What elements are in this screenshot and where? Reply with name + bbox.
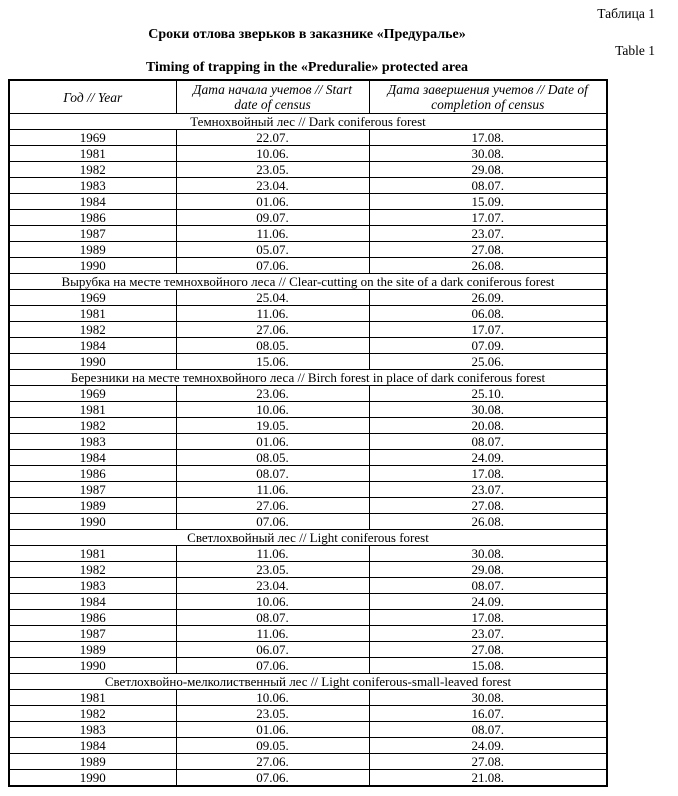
year-cell: 1984 bbox=[9, 450, 176, 466]
year-cell: 1983 bbox=[9, 722, 176, 738]
section-header: Вырубка на месте темнохвойного леса // Clear-cutting on the site of a dark coniferous forest bbox=[9, 274, 607, 290]
table-row bbox=[9, 754, 607, 770]
year-cell: 1969 bbox=[9, 386, 176, 402]
year-cell: 1982 bbox=[9, 562, 176, 578]
end-date-cell: 17.07. bbox=[369, 322, 607, 338]
table-row bbox=[9, 482, 607, 498]
year-cell: 1989 bbox=[9, 242, 176, 258]
start-date-cell: 23.05. bbox=[176, 706, 369, 722]
table-row bbox=[9, 738, 607, 754]
end-date-cell: 08.07. bbox=[369, 434, 607, 450]
start-date-cell: 27.06. bbox=[176, 322, 369, 338]
start-date-cell: 10.06. bbox=[176, 402, 369, 418]
end-date-cell: 27.08. bbox=[369, 642, 607, 658]
table-row bbox=[9, 770, 607, 787]
end-date-cell: 30.08. bbox=[369, 146, 607, 162]
start-date-cell: 23.04. bbox=[176, 578, 369, 594]
table-row bbox=[9, 722, 607, 738]
table-row bbox=[9, 642, 607, 658]
table-row bbox=[9, 610, 607, 626]
table-header bbox=[9, 80, 607, 114]
table-row bbox=[9, 178, 607, 194]
year-cell: 1982 bbox=[9, 322, 176, 338]
section-header-row bbox=[9, 114, 607, 130]
year-cell: 1981 bbox=[9, 402, 176, 418]
end-date-cell: 26.08. bbox=[369, 258, 607, 274]
year-cell: 1986 bbox=[9, 210, 176, 226]
start-date-cell: 08.07. bbox=[176, 610, 369, 626]
end-date-cell: 27.08. bbox=[369, 242, 607, 258]
table-row bbox=[9, 354, 607, 370]
table-row bbox=[9, 306, 607, 322]
start-date-cell: 23.06. bbox=[176, 386, 369, 402]
start-date-cell: 27.06. bbox=[176, 498, 369, 514]
start-date-cell: 10.06. bbox=[176, 594, 369, 610]
start-date-cell: 07.06. bbox=[176, 770, 369, 787]
table-row bbox=[9, 562, 607, 578]
start-date-cell: 23.05. bbox=[176, 562, 369, 578]
section-header-row bbox=[9, 370, 607, 386]
end-date-cell: 17.08. bbox=[369, 130, 607, 146]
year-cell: 1990 bbox=[9, 770, 176, 787]
table-row bbox=[9, 194, 607, 210]
end-date-cell: 30.08. bbox=[369, 690, 607, 706]
year-cell: 1990 bbox=[9, 658, 176, 674]
end-date-cell: 17.08. bbox=[369, 466, 607, 482]
start-date-cell: 23.05. bbox=[176, 162, 369, 178]
end-date-cell: 06.08. bbox=[369, 306, 607, 322]
end-date-cell: 08.07. bbox=[369, 722, 607, 738]
end-date-cell: 21.08. bbox=[369, 770, 607, 787]
section-header-row bbox=[9, 674, 607, 690]
section-header: Светлохвойно-мелколиственный лес // Light coniferous-small-leaved forest bbox=[9, 674, 607, 690]
start-date-cell: 01.06. bbox=[176, 434, 369, 450]
year-cell: 1984 bbox=[9, 738, 176, 754]
start-date-cell: 08.07. bbox=[176, 466, 369, 482]
table-row bbox=[9, 402, 607, 418]
section-header: Темнохвойный лес // Dark coniferous forest bbox=[9, 114, 607, 130]
section-header: Светлохвойный лес // Light coniferous forest bbox=[9, 530, 607, 546]
end-date-cell: 30.08. bbox=[369, 546, 607, 562]
start-date-cell: 07.06. bbox=[176, 658, 369, 674]
end-date-cell: 08.07. bbox=[369, 178, 607, 194]
end-date-cell: 24.09. bbox=[369, 450, 607, 466]
end-date-cell: 23.07. bbox=[369, 226, 607, 242]
end-date-cell: 25.06. bbox=[369, 354, 607, 370]
section-header-row bbox=[9, 274, 607, 290]
table-row bbox=[9, 322, 607, 338]
end-date-cell: 17.07. bbox=[369, 210, 607, 226]
end-date-cell: 23.07. bbox=[369, 482, 607, 498]
start-date-cell: 01.06. bbox=[176, 722, 369, 738]
year-cell: 1984 bbox=[9, 194, 176, 210]
start-date-cell: 10.06. bbox=[176, 146, 369, 162]
start-date-cell: 19.05. bbox=[176, 418, 369, 434]
start-date-cell: 11.06. bbox=[176, 306, 369, 322]
table-row bbox=[9, 162, 607, 178]
year-cell: 1986 bbox=[9, 466, 176, 482]
table-row bbox=[9, 242, 607, 258]
year-cell: 1990 bbox=[9, 258, 176, 274]
end-date-cell: 20.08. bbox=[369, 418, 607, 434]
end-date-cell: 07.09. bbox=[369, 338, 607, 354]
end-date-cell: 24.09. bbox=[369, 738, 607, 754]
end-date-cell: 08.07. bbox=[369, 578, 607, 594]
table-row bbox=[9, 498, 607, 514]
table-row bbox=[9, 626, 607, 642]
trapping-timing-table bbox=[8, 79, 608, 787]
year-cell: 1982 bbox=[9, 162, 176, 178]
year-cell: 1982 bbox=[9, 706, 176, 722]
table-row bbox=[9, 418, 607, 434]
table-row bbox=[9, 658, 607, 674]
table-body bbox=[9, 114, 607, 787]
start-date-cell: 11.06. bbox=[176, 482, 369, 498]
year-cell: 1989 bbox=[9, 642, 176, 658]
table-row bbox=[9, 434, 607, 450]
end-date-cell: 15.09. bbox=[369, 194, 607, 210]
start-date-cell: 08.05. bbox=[176, 450, 369, 466]
column-header-start-date: Дата начала учетов // Start date of census bbox=[176, 80, 369, 114]
table-row bbox=[9, 210, 607, 226]
end-date-cell: 24.09. bbox=[369, 594, 607, 610]
start-date-cell: 09.05. bbox=[176, 738, 369, 754]
start-date-cell: 11.06. bbox=[176, 226, 369, 242]
table-row bbox=[9, 514, 607, 530]
header-row bbox=[9, 80, 607, 114]
section-header-row bbox=[9, 530, 607, 546]
start-date-cell: 25.04. bbox=[176, 290, 369, 306]
end-date-cell: 26.08. bbox=[369, 514, 607, 530]
table-row bbox=[9, 258, 607, 274]
table-row bbox=[9, 450, 607, 466]
year-cell: 1990 bbox=[9, 354, 176, 370]
year-cell: 1969 bbox=[9, 290, 176, 306]
column-header-completion-date: Дата завершения учетов // Date of completion of census bbox=[369, 80, 607, 114]
table-row bbox=[9, 130, 607, 146]
start-date-cell: 11.06. bbox=[176, 626, 369, 642]
end-date-cell: 15.08. bbox=[369, 658, 607, 674]
table-row bbox=[9, 578, 607, 594]
year-cell: 1981 bbox=[9, 546, 176, 562]
end-date-cell: 27.08. bbox=[369, 498, 607, 514]
end-date-cell: 29.08. bbox=[369, 562, 607, 578]
start-date-cell: 27.06. bbox=[176, 754, 369, 770]
table-row bbox=[9, 466, 607, 482]
end-date-cell: 16.07. bbox=[369, 706, 607, 722]
table-row bbox=[9, 146, 607, 162]
end-date-cell: 25.10. bbox=[369, 386, 607, 402]
document-title-en: Timing of trapping in the «Preduralie» protected area bbox=[145, 60, 469, 75]
table-row bbox=[9, 226, 607, 242]
year-cell: 1987 bbox=[9, 626, 176, 642]
year-cell: 1984 bbox=[9, 594, 176, 610]
start-date-cell: 06.07. bbox=[176, 642, 369, 658]
start-date-cell: 01.06. bbox=[176, 194, 369, 210]
end-date-cell: 26.09. bbox=[369, 290, 607, 306]
year-cell: 1983 bbox=[9, 434, 176, 450]
start-date-cell: 15.06. bbox=[176, 354, 369, 370]
start-date-cell: 09.07. bbox=[176, 210, 369, 226]
table-row bbox=[9, 690, 607, 706]
start-date-cell: 08.05. bbox=[176, 338, 369, 354]
year-cell: 1981 bbox=[9, 306, 176, 322]
end-date-cell: 27.08. bbox=[369, 754, 607, 770]
section-header: Березники на месте темнохвойного леса // Birch forest in place of dark coniferous forest bbox=[9, 370, 607, 386]
end-date-cell: 29.08. bbox=[369, 162, 607, 178]
year-cell: 1983 bbox=[9, 578, 176, 594]
column-header-year: Год // Year bbox=[9, 80, 176, 114]
year-cell: 1987 bbox=[9, 482, 176, 498]
table-caption-ru: Таблица 1 bbox=[597, 6, 655, 21]
year-cell: 1969 bbox=[9, 130, 176, 146]
table-row bbox=[9, 338, 607, 354]
table-caption-en: Table 1 bbox=[615, 43, 655, 58]
start-date-cell: 10.06. bbox=[176, 690, 369, 706]
year-cell: 1989 bbox=[9, 498, 176, 514]
document-title-ru: Сроки отлова зверьков в заказнике «Предуралье» bbox=[148, 27, 466, 42]
year-cell: 1983 bbox=[9, 178, 176, 194]
year-cell: 1982 bbox=[9, 418, 176, 434]
table-row bbox=[9, 594, 607, 610]
end-date-cell: 23.07. bbox=[369, 626, 607, 642]
end-date-cell: 17.08. bbox=[369, 610, 607, 626]
table-row bbox=[9, 706, 607, 722]
year-cell: 1981 bbox=[9, 690, 176, 706]
start-date-cell: 22.07. bbox=[176, 130, 369, 146]
start-date-cell: 07.06. bbox=[176, 514, 369, 530]
end-date-cell: 30.08. bbox=[369, 402, 607, 418]
year-cell: 1986 bbox=[9, 610, 176, 626]
year-cell: 1984 bbox=[9, 338, 176, 354]
year-cell: 1990 bbox=[9, 514, 176, 530]
table-row bbox=[9, 386, 607, 402]
start-date-cell: 05.07. bbox=[176, 242, 369, 258]
year-cell: 1981 bbox=[9, 146, 176, 162]
start-date-cell: 11.06. bbox=[176, 546, 369, 562]
table-row bbox=[9, 546, 607, 562]
table-row bbox=[9, 290, 607, 306]
start-date-cell: 07.06. bbox=[176, 258, 369, 274]
start-date-cell: 23.04. bbox=[176, 178, 369, 194]
year-cell: 1987 bbox=[9, 226, 176, 242]
year-cell: 1989 bbox=[9, 754, 176, 770]
